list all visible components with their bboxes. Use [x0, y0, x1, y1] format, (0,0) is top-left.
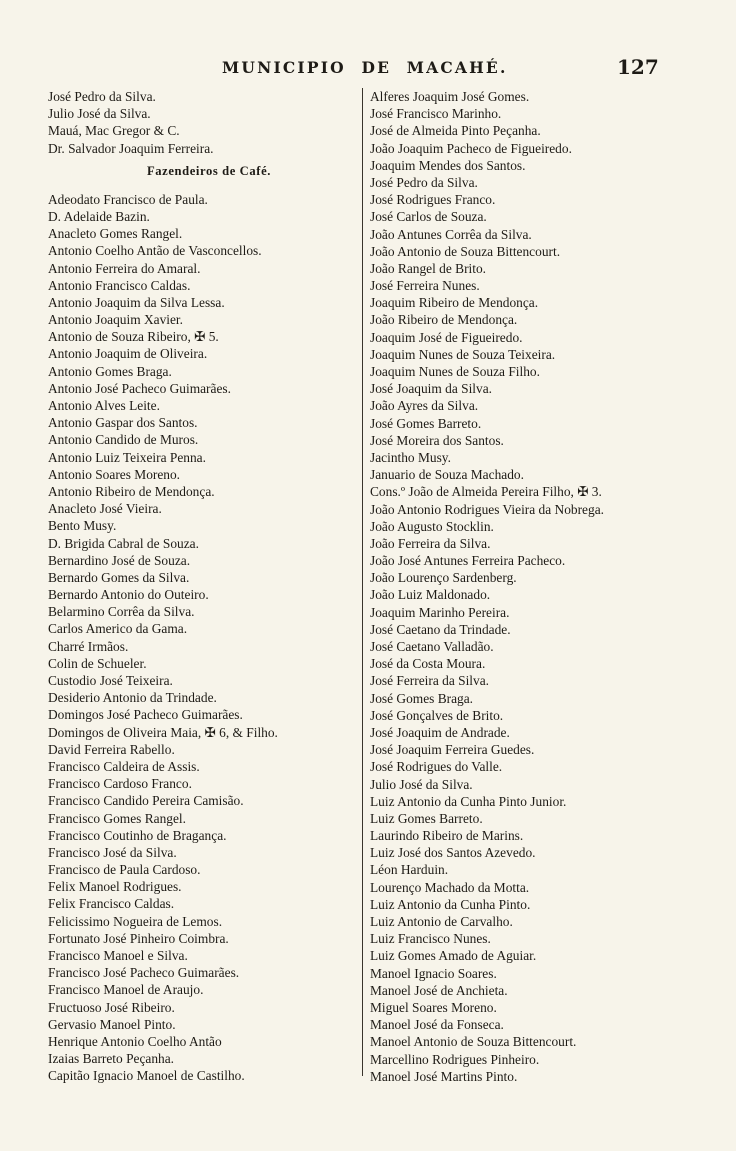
- list-item: Joaquim Ribeiro de Mendonça.: [370, 295, 539, 311]
- list-item: Antonio Coelho Antão de Vasconcellos.: [48, 243, 262, 259]
- list-item: Mauá, Mac Gregor & C.: [48, 123, 180, 139]
- list-item: Bento Musy.: [48, 518, 117, 534]
- list-item: Jacintho Musy.: [370, 449, 451, 465]
- list-item: Luiz Antonio de Carvalho.: [370, 914, 513, 929]
- list-item: José Joaquim Ferreira Guedes.: [370, 742, 535, 758]
- list-item: João Ribeiro de Mendonça.: [370, 312, 518, 328]
- list-item: João Luiz Maldonado.: [370, 587, 491, 603]
- list-item: José de Almeida Pinto Peçanha.: [370, 123, 541, 139]
- list-item: Manoel José Martins Pinto.: [370, 1068, 518, 1084]
- list-item: Antonio Alves Leite.: [48, 398, 160, 413]
- list-item: Bernardo Gomes da Silva.: [48, 569, 190, 585]
- page-title: MUNICIPIO DE MACAHÉ.: [222, 58, 508, 77]
- list-item: José Gomes Barreto.: [370, 415, 482, 431]
- list-item: Felicissimo Nogueira de Lemos.: [48, 913, 223, 929]
- list-item: Colin de Schueler.: [48, 655, 147, 671]
- list-item: Antonio Ribeiro de Mendonça.: [48, 483, 215, 499]
- list-item: Antonio Candido de Muros.: [48, 432, 199, 448]
- list-item: D. Adelaide Bazin.: [48, 208, 150, 224]
- list-item: David Ferreira Rabello.: [48, 741, 175, 757]
- list-item: Francisco Coutinho de Bragança.: [48, 827, 227, 843]
- list-item: Lourenço Machado da Motta.: [370, 879, 530, 895]
- list-item: João Rangel de Brito.: [370, 260, 487, 276]
- list-item: Felix Francisco Caldas.: [48, 896, 175, 912]
- list-item: José Gomes Braga.: [370, 690, 474, 706]
- list-item: José Pedro da Silva.: [370, 174, 478, 190]
- list-item: José Pedro da Silva.: [48, 89, 156, 104]
- list-item: Antonio Joaquim Xavier.: [48, 312, 184, 328]
- list-item: Francisco Caldeira de Assis.: [48, 758, 200, 774]
- list-item: Joaquim Nunes de Souza Filho.: [370, 364, 540, 379]
- list-item: Cons.º João de Almeida Pereira Filho, ✠ 3.: [370, 484, 602, 500]
- list-item: Domingos de Oliveira Maia, ✠ 6, & Filho.: [48, 724, 278, 740]
- list-item: Antonio de Souza Ribeiro, ✠ 5.: [48, 329, 219, 345]
- list-item: Antonio Gomes Braga.: [48, 363, 172, 379]
- list-item: Laurindo Ribeiro de Marins.: [370, 828, 524, 844]
- list-item: Francisco Manoel de Araujo.: [48, 982, 204, 998]
- list-item: Léon Harduin.: [370, 862, 449, 878]
- list-item: Anacleto Gomes Rangel.: [48, 226, 183, 242]
- list-item: Miguel Soares Moreno.: [370, 999, 497, 1015]
- list-item: Adeodato Francisco de Paula.: [48, 191, 208, 207]
- list-item: Luiz Francisco Nunes.: [370, 931, 491, 947]
- list-item: Fructuoso José Ribeiro.: [48, 999, 175, 1015]
- list-item: José Ferreira da Silva.: [370, 673, 489, 689]
- list-item: Joaquim Nunes de Souza Teixeira.: [370, 346, 556, 362]
- list-item: Joaquim Marinho Pereira.: [370, 604, 510, 620]
- list-item: Antonio Ferreira do Amaral.: [48, 260, 201, 276]
- left-column: [48, 88, 360, 1085]
- list-item: Capitão Ignacio Manoel de Castilho.: [48, 1068, 245, 1084]
- list-item: Izaias Barreto Peçanha.: [48, 1051, 175, 1067]
- list-item: Antonio Soares Moreno.: [48, 466, 181, 482]
- list-item: José Moreira dos Santos.: [370, 432, 504, 448]
- list-item: Gervasio Manoel Pinto.: [48, 1016, 176, 1032]
- list-item: Francisco José da Silva.: [48, 844, 177, 860]
- list-item: Manoel José de Anchieta.: [370, 982, 508, 998]
- list-item: José Ferreira Nunes.: [370, 278, 480, 294]
- list-item: Manoel José da Fonseca.: [370, 1017, 504, 1033]
- list-item: Antonio Francisco Caldas.: [48, 277, 191, 293]
- list-item: Joaquim José de Figueiredo.: [370, 329, 523, 345]
- list-item: Francisco Cardoso Franco.: [48, 776, 192, 792]
- list-item: Alferes Joaquim José Gomes.: [370, 89, 530, 104]
- list-item: José Joaquim de Andrade.: [370, 724, 510, 740]
- list-item: João Antunes Corrêa da Silva.: [370, 226, 532, 242]
- list-item: Francisco de Paula Cardoso.: [48, 862, 201, 878]
- list-item: Antonio José Pacheco Guimarães.: [48, 380, 231, 396]
- page-number: 127: [617, 55, 659, 79]
- coffee-farmers-list: [48, 191, 360, 1085]
- list-item: João Lourenço Sardenberg.: [370, 570, 517, 586]
- list-item: João Antonio Rodrigues Vieira da Nobrega.: [370, 501, 604, 517]
- list-item: Bernardo Antonio do Outeiro.: [48, 587, 209, 603]
- list-item: Joaquim Mendes dos Santos.: [370, 157, 526, 173]
- list-item: João Antonio de Souza Bittencourt.: [370, 243, 561, 259]
- list-item: Fortunato José Pinheiro Coimbra.: [48, 930, 229, 946]
- list-item: Luiz Antonio da Cunha Pinto Junior.: [370, 793, 567, 809]
- list-item: Henrique Antonio Coelho Antão: [48, 1033, 222, 1049]
- list-item: João Ferreira da Silva.: [370, 535, 491, 551]
- list-item: Manoel Antonio de Souza Bittencourt.: [370, 1034, 577, 1050]
- list-item: Custodio José Teixeira.: [48, 673, 173, 688]
- list-item: José Caetano da Trindade.: [370, 621, 511, 637]
- list-item: José Rodrigues Franco.: [370, 192, 496, 208]
- list-item: João Joaquim Pacheco de Figueiredo.: [370, 140, 572, 156]
- list-item: Antonio Joaquim da Silva Lessa.: [48, 294, 225, 310]
- list-item: Dr. Salvador Joaquim Ferreira.: [48, 140, 214, 156]
- list-item: Bernardino José de Souza.: [48, 552, 191, 568]
- list-item: José Caetano Valladão.: [370, 639, 494, 654]
- list-item: José da Costa Moura.: [370, 656, 486, 672]
- list-item: Antonio Gaspar dos Santos.: [48, 415, 198, 431]
- list-item: Francisco Candido Pereira Camisão.: [48, 793, 244, 809]
- list-item: Januario de Souza Machado.: [370, 467, 524, 483]
- list-item: Julio José da Silva.: [48, 106, 151, 122]
- list-item: Carlos Americo da Gama.: [48, 621, 188, 637]
- list-item: Francisco Manoel e Silva.: [48, 948, 188, 963]
- list-item: Luiz Gomes Amado de Aguiar.: [370, 948, 537, 964]
- list-item: Marcellino Rodrigues Pinheiro.: [370, 1051, 540, 1067]
- page-header: [0, 55, 736, 84]
- list-item: João Ayres da Silva.: [370, 398, 479, 414]
- list-item: José Francisco Marinho.: [370, 106, 502, 122]
- list-item: Julio José da Silva.: [370, 776, 473, 792]
- list-item: Felix Manoel Rodrigues.: [48, 879, 182, 895]
- intro-list: [48, 88, 360, 157]
- column-divider: [362, 88, 363, 1076]
- list-item: Domingos José Pacheco Guimarães.: [48, 707, 243, 723]
- list-item: Desiderio Antonio da Trindade.: [48, 690, 217, 706]
- list-item: Luiz Antonio da Cunha Pinto.: [370, 896, 531, 912]
- list-item: Charré Irmãos.: [48, 638, 129, 654]
- right-column: [370, 88, 722, 1085]
- coffee-farmers-list-continued: [370, 88, 722, 1085]
- list-item: Belarmino Corrêa da Silva.: [48, 604, 195, 620]
- list-item: Antonio Joaquim de Oliveira.: [48, 346, 208, 362]
- list-item: Francisco José Pacheco Guimarães.: [48, 965, 240, 981]
- list-item: D. Brigida Cabral de Souza.: [48, 535, 199, 551]
- list-item: João Augusto Stocklin.: [370, 518, 494, 534]
- list-item: Manoel Ignacio Soares.: [370, 965, 497, 981]
- list-item: José Gonçalves de Brito.: [370, 707, 504, 723]
- list-item: José Joaquim da Silva.: [370, 381, 492, 397]
- list-item: Luiz Gomes Barreto.: [370, 810, 483, 826]
- list-item: Anacleto José Vieira.: [48, 501, 162, 517]
- section-heading: Fazendeiros de Café.: [146, 163, 272, 178]
- list-item: Antonio Luiz Teixeira Penna.: [48, 449, 206, 465]
- list-item: Francisco Gomes Rangel.: [48, 810, 186, 826]
- list-item: José Carlos de Souza.: [370, 209, 487, 225]
- list-item: José Rodrigues do Valle.: [370, 759, 503, 775]
- list-item: Luiz José dos Santos Azevedo.: [370, 845, 536, 861]
- list-item: João José Antunes Ferreira Pacheco.: [370, 553, 566, 569]
